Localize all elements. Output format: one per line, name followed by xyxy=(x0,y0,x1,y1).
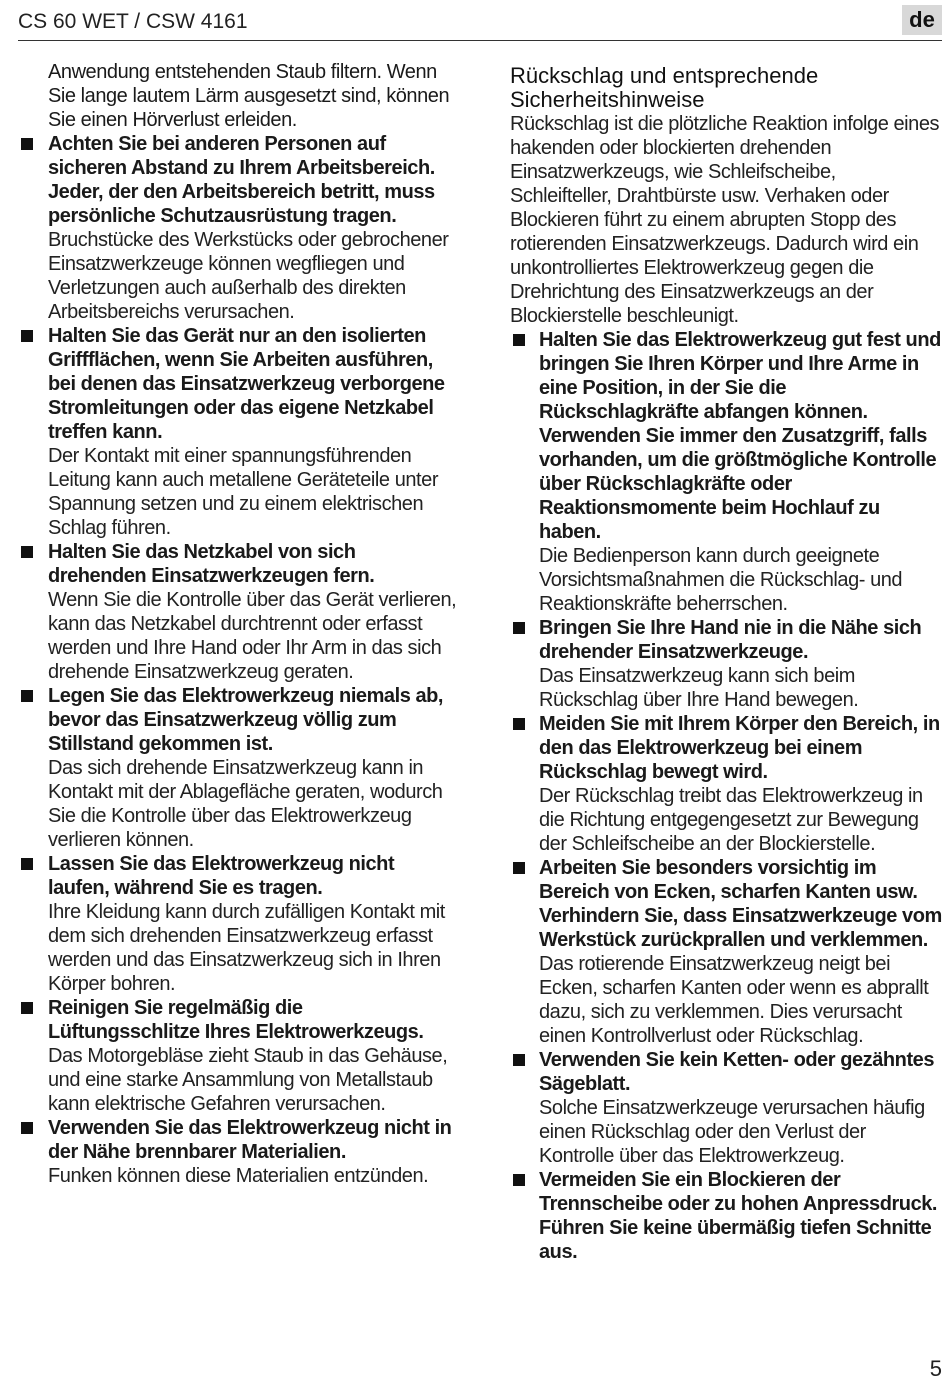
safety-item xyxy=(18,1116,458,1188)
document-title: CS 60 WET / CSW 4161 xyxy=(18,10,248,33)
warning-text: Halten Sie das Elektrowerkzeug gut fest und bringen Sie Ihren Körper und Ihre Arme in eine Position, in der Sie die Rückschlagkräfte abfangen können. Verwenden Sie immer den Zusatzgriff, falls vorhanden, um die größtmögliche Kontrolle über Rückschlagkräfte oder Reaktionsmomente beim Hochlauf zu haben. xyxy=(539,329,941,543)
explanation-text: Funken können diese Materialien entzünden. xyxy=(48,1165,429,1187)
square-bullet-icon xyxy=(21,1122,33,1134)
warning-text: Achten Sie bei anderen Personen auf sicheren Abstand zu Ihrem Arbeitsbereich. Jeder, der den Arbeitsbereich betritt, muss persönliche Schutzausrüstung tragen. xyxy=(48,133,435,227)
square-bullet-icon xyxy=(513,1054,525,1066)
explanation-text: Ihre Kleidung kann durch zufälligen Kontakt mit dem sich drehenden Einsatzwerkzeug erfasst werden und das Einsatzwerkzeug sich in Ihren Körper bohren. xyxy=(48,901,445,995)
page-header xyxy=(18,0,942,41)
square-bullet-icon xyxy=(21,546,33,558)
explanation-text: Das Motorgebläse zieht Staub in das Gehäuse, und eine starke Ansammlung von Metallstaub kann elektrische Gefahren verursachen. xyxy=(48,1045,448,1115)
warning-text: Meiden Sie mit Ihrem Körper den Bereich, in den das Elektrowerkzeug bei einem Rückschlag bewegt wird. xyxy=(539,713,940,783)
explanation-text: Der Rückschlag treibt das Elektrowerkzeug in die Richtung entgegengesetzt zur Bewegung der Schleifscheibe an der Blockierstelle. xyxy=(539,785,923,855)
safety-item xyxy=(18,684,458,852)
safety-item xyxy=(510,1048,942,1168)
explanation-text: Die Bedienperson kann durch geeignete Vorsichtsmaßnahmen die Rückschlag- und Reaktionskräfte beherrschen. xyxy=(539,545,903,615)
page-number: 5 xyxy=(929,1356,942,1381)
square-bullet-icon xyxy=(513,622,525,634)
square-bullet-icon xyxy=(21,138,33,150)
explanation-text: Wenn Sie die Kontrolle über das Gerät verlieren, kann das Netzkabel durchtrennt oder erfasst werden und Ihre Hand oder Ihr Arm in das sich drehende Einsatzwerkzeug geraten. xyxy=(48,589,457,683)
safety-item xyxy=(510,856,942,1048)
safety-item xyxy=(18,324,458,540)
safety-item xyxy=(510,328,942,616)
square-bullet-icon xyxy=(21,690,33,702)
square-bullet-icon xyxy=(21,330,33,342)
square-bullet-icon xyxy=(513,862,525,874)
warning-text: Halten Sie das Netzkabel von sich drehenden Einsatzwerkzeugen fern. xyxy=(48,541,375,587)
square-bullet-icon xyxy=(513,334,525,346)
right-column xyxy=(510,60,942,1264)
explanation-text: Bruchstücke des Werkstücks oder gebrochener Einsatzwerkzeuge können wegfliegen und Verletzungen auch außerhalb des direkten Arbeitsbereichs verursachen. xyxy=(48,229,449,323)
section-paragraph: Rückschlag ist die plötzliche Reaktion infolge eines hakenden oder blockierten drehenden Einsatzwerkzeugs, wie Schleifscheibe, Schleifteller, Drahtbürste usw. Verhaken oder Blockieren führt zu einem abrupten Stopp des rotierenden Einsatzwerkzeugs. Dadurch wird ein unkontrolliertes Elektrowerkzeug gegen die Drehrichtung des Einsatzwerkzeugs an der Blockierstelle beschleunigt. xyxy=(510,113,940,327)
intro-text: Anwendung entstehenden Staub filtern. Wenn Sie lange lautem Lärm ausgesetzt sind, können Sie einen Hörverlust erleiden. xyxy=(48,61,450,131)
safety-item xyxy=(510,712,942,856)
square-bullet-icon xyxy=(21,1002,33,1014)
explanation-text: Solche Einsatzwerkzeuge verursachen häufig einen Rückschlag oder den Verlust der Kontrolle über das Elektrowerkzeug. xyxy=(539,1097,925,1167)
square-bullet-icon xyxy=(21,858,33,870)
explanation-text: Der Kontakt mit einer spannungsführenden Leitung kann auch metallene Geräteteile unter Spannung setzen und zu einem elektrischen Schlag führen. xyxy=(48,445,439,539)
explanation-text: Das sich drehende Einsatzwerkzeug kann in Kontakt mit der Ablagefläche geraten, wodurch Sie die Kontrolle über das Elektrowerkzeug verlieren können. xyxy=(48,757,443,851)
warning-text: Verwenden Sie das Elektrowerkzeug nicht in der Nähe brennbarer Materialien. xyxy=(48,1117,452,1163)
warning-text: Arbeiten Sie besonders vorsichtig im Bereich von Ecken, scharfen Kanten usw. Verhindern Sie, dass Einsatzwerkzeuge vom Werkstück zurückprallen und verklemmen. xyxy=(539,857,942,951)
safety-item xyxy=(18,996,458,1116)
safety-item xyxy=(510,1168,942,1264)
warning-text: Halten Sie das Gerät nur an den isolierten Griffflächen, wenn Sie Arbeiten ausführen, bei denen das Einsatzwerkzeug verborgene Stromleitungen oder das eigene Netzkabel treffen kann. xyxy=(48,325,445,443)
section-heading: Rückschlag und entsprechende Sicherheitshinweise xyxy=(510,63,819,112)
safety-item xyxy=(18,540,458,684)
explanation-text: Das rotierende Einsatzwerkzeug neigt bei Ecken, scharfen Kanten oder wenn es abprallt dazu, sich zu verklemmen. Dies verursacht einen Kontrollverlust oder Rückschlag. xyxy=(539,953,929,1047)
square-bullet-icon xyxy=(513,718,525,730)
left-column xyxy=(18,60,458,1188)
safety-item xyxy=(18,852,458,996)
warning-text: Verwenden Sie kein Ketten- oder gezähntes Sägeblatt. xyxy=(539,1049,934,1095)
warning-text: Bringen Sie Ihre Hand nie in die Nähe sich drehender Einsatzwerkzeuge. xyxy=(539,617,922,663)
warning-text: Reinigen Sie regelmäßig die Lüftungsschlitze Ihres Elektrowerkzeugs. xyxy=(48,997,424,1043)
square-bullet-icon xyxy=(513,1174,525,1186)
language-badge: de xyxy=(902,5,942,35)
warning-text: Lassen Sie das Elektrowerkzeug nicht laufen, während Sie es tragen. xyxy=(48,853,395,899)
explanation-text: Das Einsatzwerkzeug kann sich beim Rückschlag über Ihre Hand bewegen. xyxy=(539,665,859,711)
warning-text: Legen Sie das Elektrowerkzeug niemals ab, bevor das Einsatzwerkzeug völlig zum Stillstand gekommen ist. xyxy=(48,685,444,755)
safety-item xyxy=(510,616,942,712)
warning-text: Vermeiden Sie ein Blockieren der Trennscheibe oder zu hohen Anpressdruck. Führen Sie keine übermäßig tiefen Schnitte aus. xyxy=(539,1169,938,1263)
safety-item xyxy=(18,132,458,324)
